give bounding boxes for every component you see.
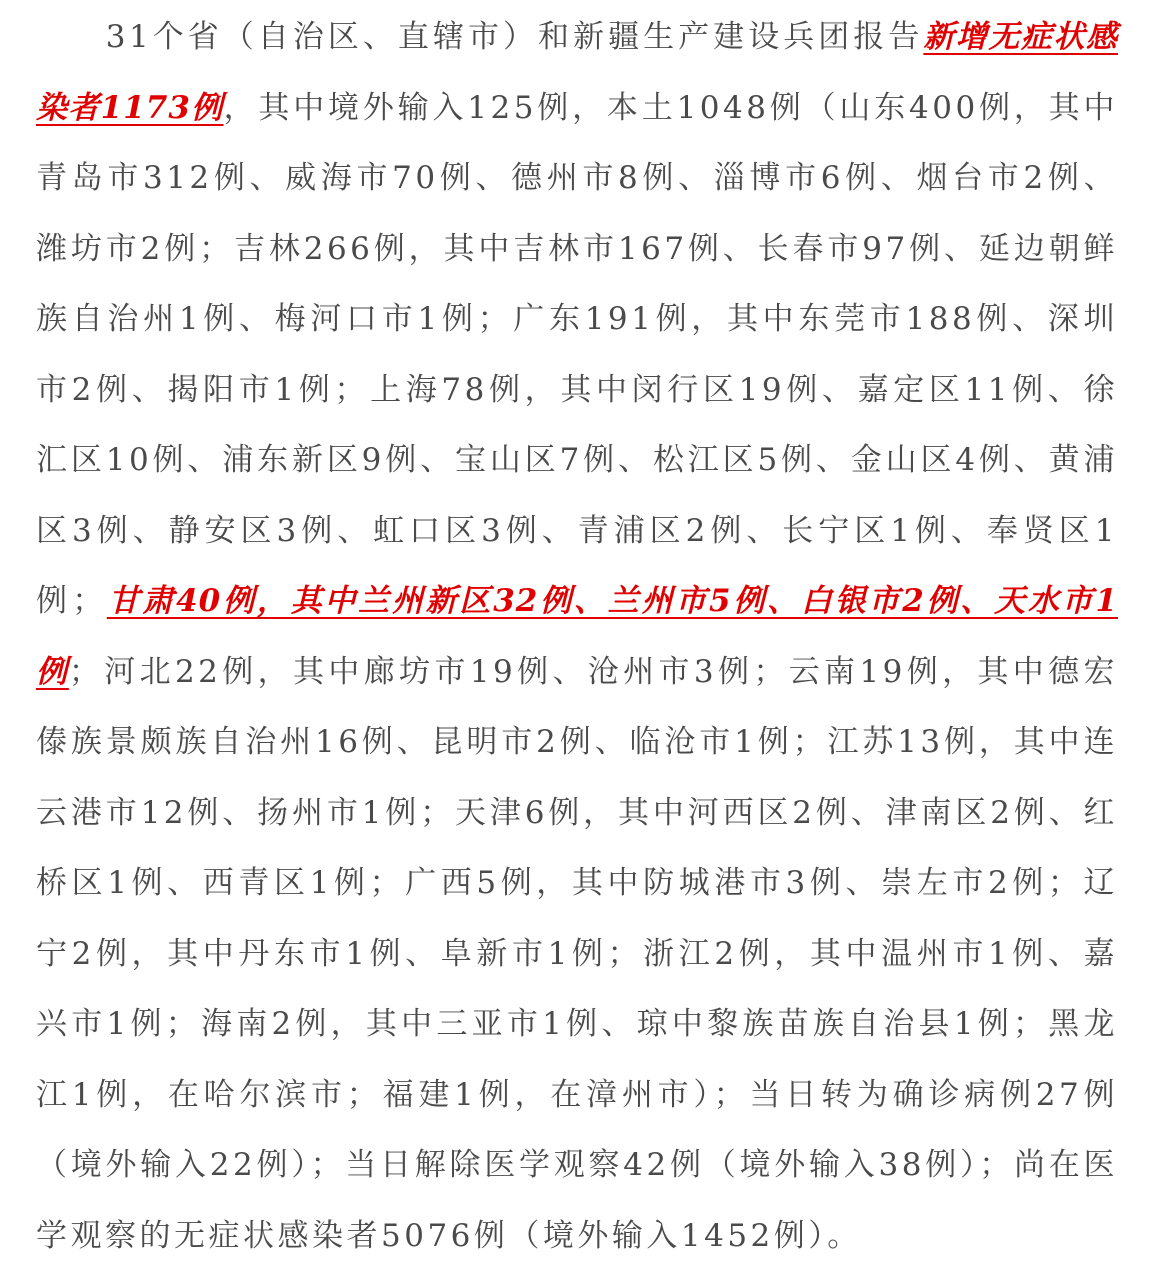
text-segment-provinces-part2: ；河北22例，其中廊坊市19例、沧州市3例；云南19例，其中德宏傣族景颇族自治州16例、昆明市2例、临沧市1例；江苏13例，其中连云港市12例、扬州市1例；天津6例，其中河西区2例、津南区2例、红桥区1例、西青区1例；广西5例，其中防城港市3例、崇左市2例；辽宁2例，其中丹东市1例、阜新市1例；浙江2例，其中温州市1例、嘉兴市1例；海南2例，其中三亚市1例、琼中黎族苗族自治县1例；黑龙江1例，在哈尔滨市；福建1例，在漳州市）；当日转为确诊病例27例（境外输入22例）；当日解除医学观察42例（境外输入38例）；尚在医学观察的无症状感染者5076例（境外输入1452例）。 [36, 653, 1119, 1254]
article-body [36, 0, 1118, 1271]
highlight-gansu-cases: 甘肃40例，其中兰州新区32例、兰州市5例、白银市2例、天水市1例 [36, 583, 1118, 690]
highlight-new-asymptomatic-total: 新增无症状感染者1173例 [36, 19, 1119, 126]
text-segment-intro: 31个省（自治区、直辖市）和新疆生产建设兵团报告 [105, 19, 924, 55]
paragraph [36, 2, 1118, 1271]
text-segment-provinces-part1: ，其中境外输入125例，本土1048例（山东400例，其中青岛市312例、威海市70例、德州市8例、淄博市6例、烟台市2例、潍坊市2例；吉林266例，其中吉林市167例、长春市97例、延边朝鲜族自治州1例、梅河口市1例；广东191例，其中东莞市188例、深圳市2例、揭阳市1例；上海78例，其中闵行区19例、嘉定区11例、徐汇区10例、浦东新区9例、宝山区7例、松江区5例、金山区4例、黄浦区3例、静安区3例、虹口区3例、青浦区2例、长宁区1例、奉贤区1例； [36, 89, 1118, 619]
